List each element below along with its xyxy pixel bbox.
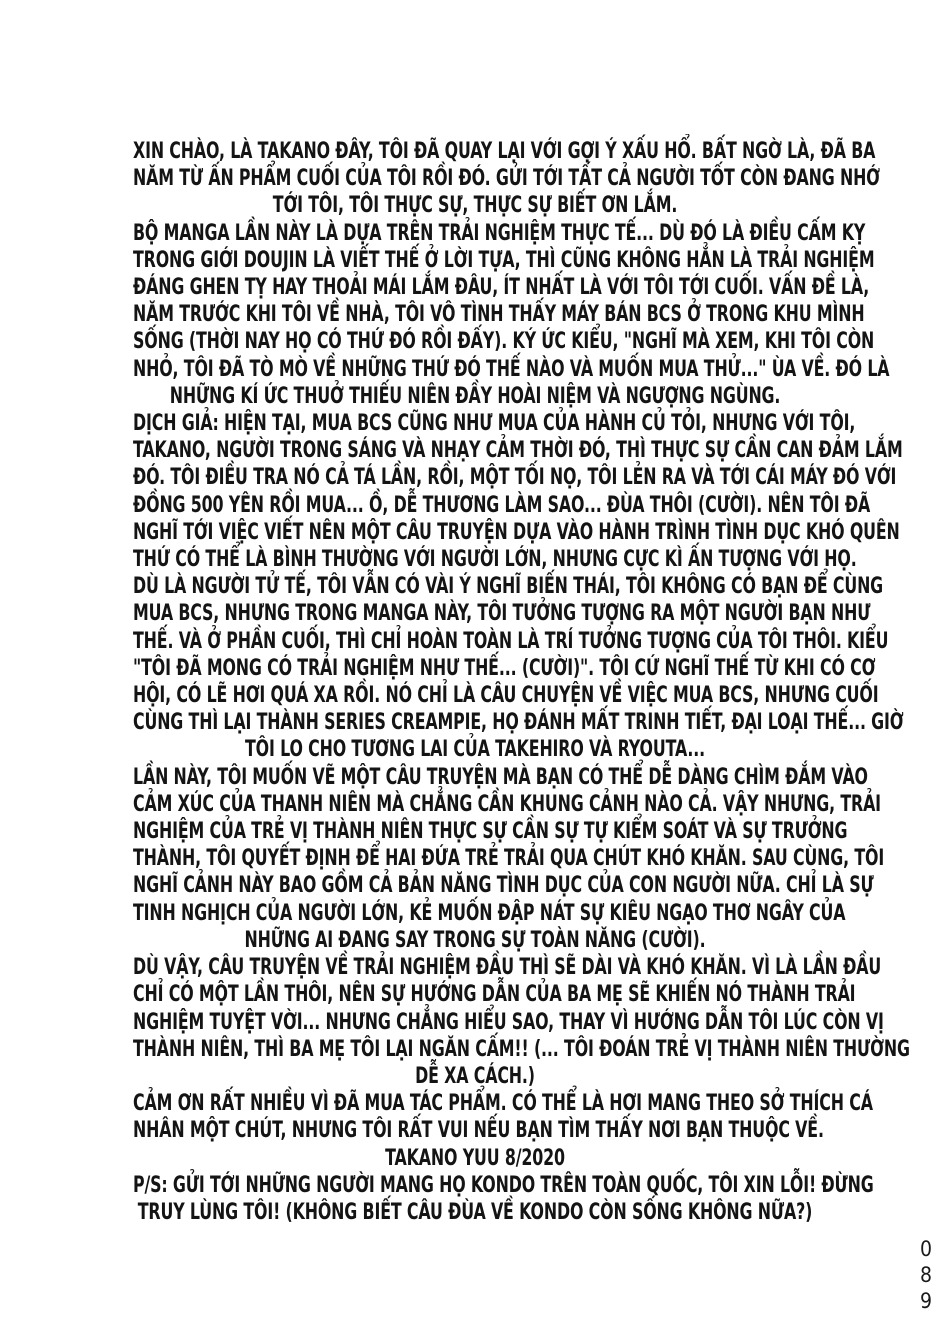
afterword-line: TRONG GIỚI DOUJIN LÀ VIẾT THẾ Ở LỜI TỰA, THÌ CŨNG KHÔNG HẲN LÀ TRẢI NGHIỆM bbox=[133, 247, 875, 273]
afterword-line: NHỮNG KÍ ỨC THUỞ THIẾU NIÊN ĐẦY HOÀI NIỆM VÀ NGƯỢNG NGÙNG. bbox=[169, 383, 781, 409]
afterword-line: CÙNG THÌ LẠI THÀNH SERIES CREAMPIE, HỌ ĐÁNH MẤT TRINH TIẾT, ĐẠI LOẠI THẾ... GIỜ bbox=[133, 710, 904, 736]
afterword-line: THỨ CÓ THỂ LÀ BÌNH THƯỜNG VỚI NGƯỜI LỚN, NHƯNG CỰC KÌ ẤN TƯỢNG VỚI HỌ. bbox=[133, 547, 857, 573]
afterword-line: TAKANO YUU 8/2020 bbox=[385, 1145, 565, 1171]
afterword-line: TRUY LÙNG TÔI! (KHÔNG BIẾT CÂU ĐÙA VỀ KONDO CÒN SỐNG KHÔNG NỮA?) bbox=[137, 1199, 813, 1225]
afterword-line: CẢM XÚC CỦA THANH NIÊN MÀ CHẲNG CẦN KHUNG CẢNH NÀO CẢ. VẬY NHƯNG, TRẢI bbox=[133, 791, 881, 817]
afterword-line: DỄ XA CÁCH.) bbox=[415, 1063, 535, 1089]
afterword-line: TỚI TÔI, TÔI THỰC SỰ, THỰC SỰ BIẾT ƠN LẮM. bbox=[272, 193, 678, 219]
afterword-line: NĂM TỪ ẤN PHẨM CUỐI CỦA TÔI RỒI ĐÓ. GỬI TỚI TẤT CẢ NGƯỜI TỐT CÒN ĐANG NHỚ bbox=[133, 166, 880, 192]
afterword-line: NHỎ, TÔI ĐÃ TÒ MÒ VỀ NHỮNG THỨ ĐÓ THẾ NÀO VÀ MUỐN MUA THỬ..." ÙA VỀ. ĐÓ LÀ bbox=[133, 356, 890, 382]
afterword-line: NGHIỆM TUYỆT VỜI... NHƯNG CHẲNG HIỂU SAO, THAY VÌ HƯỚNG DẪN TÔI LÚC CÒN VỊ bbox=[133, 1009, 884, 1035]
afterword-line: THÀNH NIÊN, THÌ BA MẸ TÔI LẠI NGĂN CẤM!! (... TÔI ĐOÁN TRẺ VỊ THÀNH NIÊN THƯỜNG bbox=[133, 1036, 910, 1062]
afterword-line: NHỮNG AI ĐANG SAY TRONG SỰ TOÀN NĂNG (CƯỜI). bbox=[244, 927, 706, 953]
afterword-line: P/S: GỬI TỚI NHỮNG NGƯỜI MANG HỌ KONDO TRÊN TOÀN QUỐC, TÔI XIN LỖI! ĐỪNG bbox=[133, 1172, 874, 1198]
afterword-line: NHÂN MỘT CHÚT, NHƯNG TÔI RẤT VUI NẾU BẠN TÌM THẤY NƠI BẠN THUỘC VỀ. bbox=[133, 1118, 824, 1144]
afterword-line: XIN CHÀO, LÀ TAKANO ĐÂY, TÔI ĐÃ QUAY LẠI VỚI GỢI Ý XẤU HỔ. BẤT NGỜ LÀ, ĐÃ BA bbox=[133, 139, 876, 164]
afterword-line: NGHĨ TỚI VIỆC VIẾT NÊN MỘT CÂU TRUYỆN DỰA VÀO HÀNH TRÌNH TÌNH DỤC KHÓ QUÊN bbox=[133, 519, 900, 545]
afterword-line: DỊCH GIẢ: HIỆN TẠI, MUA BCS CŨNG NHƯ MUA CỦA HÀNH CỦ TỎI, NHƯNG VỚI TÔI, bbox=[133, 411, 856, 437]
page-number: 089 bbox=[915, 1237, 937, 1315]
afterword-line: CẢM ƠN RẤT NHIỀU VÌ ĐÃ MUA TÁC PHẨM. CÓ THỂ LÀ HƠI MANG THEO SỞ THÍCH CÁ bbox=[133, 1091, 873, 1117]
afterword-line: THẾ. VÀ Ở PHẦN CUỐI, THÌ CHỈ HOÀN TOÀN LÀ TRÍ TƯỞNG TƯỢNG CỦA TÔI THÔI. KIỂU bbox=[133, 628, 889, 654]
afterword-line: MUA BCS, NHƯNG TRONG MANGA NÀY, TÔI TƯỞNG TƯỢNG RA MỘT NGƯỜI BẠN NHƯ bbox=[133, 601, 871, 627]
afterword-line: DÙ VẬY, CÂU TRUYỆN VỀ TRẢI NGHIỆM ĐẦU THÌ SẼ DÀI VÀ KHÓ KHĂN. VÌ LÀ LẦN ĐẦU bbox=[133, 955, 882, 981]
afterword-line: THÀNH, TÔI QUYẾT ĐỊNH ĐỂ HAI ĐỨA TRẺ TRẢI QUA CHÚT KHÓ KHĂN. SAU CÙNG, TÔI bbox=[133, 846, 885, 872]
afterword-line: "TÔI ĐÃ MONG CÓ TRẢI NGHIỆM NHƯ THẾ... (CƯỜI)". TÔI CỨ NGHĨ THẾ TỪ KHI CÓ CƠ bbox=[133, 655, 876, 681]
afterword-line: TINH NGHỊCH CỦA NGƯỜI LỚN, KẺ MUỐN ĐẬP NÁT SỰ KIÊU NGẠO THƠ NGÂY CỦA bbox=[133, 900, 846, 926]
afterword-line: SỐNG (THỜI NAY HỌ CÓ THỨ ĐÓ RỒI ĐẤY). KÝ ỨC KIỂU, "NGHĨ MÀ XEM, KHI TÔI CÒN bbox=[133, 329, 875, 355]
afterword-line: BỘ MANGA LẦN NÀY LÀ DỰA TRÊN TRẢI NGHIỆM THỰC TẾ... DÙ ĐÓ LÀ ĐIỀU CẤM KỴ bbox=[133, 220, 866, 246]
afterword-line: TÔI LO CHO TƯƠNG LAI CỦA TAKEHIRO VÀ RYOUTA... bbox=[244, 737, 706, 763]
afterword-line: DÙ LÀ NGƯỜI TỬ TẾ, TÔI VẪN CÓ VÀI Ý NGHĨ BIẾN THÁI, TÔI KHÔNG CÓ BẠN ĐỂ CÙNG bbox=[133, 574, 884, 600]
afterword-line: TAKANO, NGƯỜI TRONG SÁNG VÀ NHẠY CẢM THỜI ĐÓ, THÌ THỰC SỰ CẦN CAN ĐẢM LẮM bbox=[133, 438, 903, 464]
afterword-line: CHỈ CÓ MỘT LẦN THÔI, NÊN SỰ HƯỚNG DẪN CỦA BA MẸ SẼ KHIẾN NÓ THÀNH TRẢI bbox=[133, 982, 856, 1008]
afterword-line: NGHĨ CẢNH NÀY BAO GỒM CẢ BẢN NĂNG TÌNH DỤC CỦA CON NGƯỜI NỮA. CHỈ LÀ SỰ bbox=[133, 873, 874, 899]
afterword-line: LẦN NÀY, TÔI MUỐN VẼ MỘT CÂU TRUYỆN MÀ BẠN CÓ THỂ DỄ DÀNG CHÌM ĐẮM VÀO bbox=[133, 764, 868, 790]
afterword-line: NGHIỆM CỦA TRẺ VỊ THÀNH NIÊN THỰC SỰ CẦN SỰ TỰ KIỂM SOÁT VÀ SỰ TRƯỞNG bbox=[133, 819, 848, 845]
afterword-line: ĐÓ. TÔI ĐIỀU TRA NÓ CẢ TÁ LẦN, RỒI, MỘT TỐI NỌ, TÔI LẺN RA VÀ TỚI CÁI MÁY ĐÓ VỚI bbox=[133, 465, 897, 491]
afterword-line: ĐỒNG 500 YÊN RỒI MUA... Ồ, DỄ THƯƠNG LÀM SAO... ĐÙA THÔI (CƯỜI). NÊN TÔI ĐÃ bbox=[133, 492, 871, 518]
afterword-line: ĐÁNG GHEN TỴ HAY THOẢI MÁI LẮM ĐÂU, ÍT NHẤT LÀ VỚI TÔI TỚI CUỐI. VẤN ĐỀ LÀ, bbox=[133, 275, 870, 301]
afterword-line: HỘI, CÓ LẼ HƠI QUÁ XA RỒI. NÓ CHỈ LÀ CÂU CHUYỆN VỀ VIỆC MUA BCS, NHƯNG CUỐI bbox=[133, 683, 879, 709]
afterword-line: NĂM TRƯỚC KHI TÔI VỀ NHÀ, TÔI VÔ TÌNH THẤY MÁY BÁN BCS Ở TRONG KHU MÌNH bbox=[133, 302, 865, 328]
afterword-text-block bbox=[133, 138, 910, 1226]
